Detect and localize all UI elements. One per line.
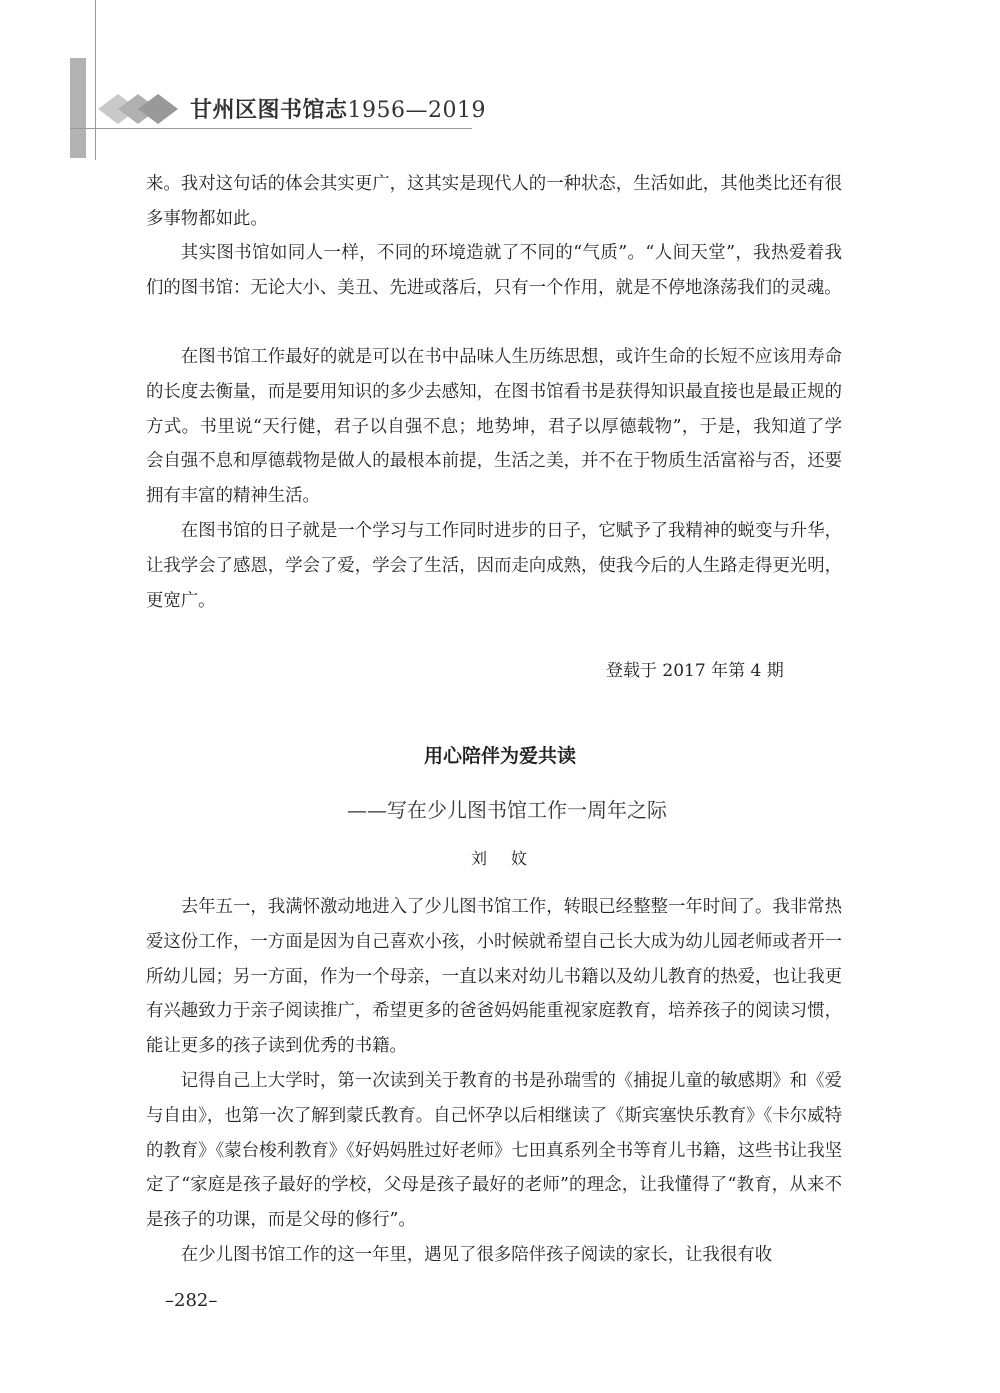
article-paragraph-3: 在少儿图书馆工作的这一年里，遇见了很多陪伴孩子阅读的家长，让我很有收 [180, 1245, 773, 1265]
article-paragraph-2: 记得自己上大学时，第一次读到关于教育的书是孙瑞雪的《捕捉儿童的敏感期》和《爱与自由》，也第一次了解到蒙氏教育。自己怀孕以后相继读了《斯宾塞快乐教育》《卡尔威特的教育》《蒙台梭利教育》《好妈妈胜过好老师》七田真系列全书等育儿书籍，这些书让我坚定了“家庭是孩子最好的学校，父母是孩子最好的老师”的理念，让我懂得了“教育，从来不是孩子的功课，而是父母的修行”。 [146, 1071, 842, 1231]
header-horizontal-rule [70, 128, 472, 129]
prev-paragraph-4: 在图书馆的日子就是一个学习与工作同时进步的日子，它赋予了我精神的蜕变与升华，让我学会了感恩，学会了爱，学会了生活，因而走向成熟，使我今后的人生路走得更光明，更宽广。 [146, 521, 842, 611]
diamond-ornament-icon [98, 92, 180, 126]
article-paragraph-1: 去年五一，我满怀激动地进入了少儿图书馆工作，转眼已经整整一年时间了。我非常热爱这份工作，一方面是因为自己喜欢小孩，小时候就希望自己长大成为幼儿园老师或者开一所幼儿园；另一方面，作为一个母亲，一直以来对幼儿书籍以及幼儿教育的热爱，也让我更有兴趣致力于亲子阅读推广，希望更多的爸爸妈妈能重视家庭教育，培养孩子的阅读习惯，能让更多的孩子读到优秀的书籍。 [146, 897, 842, 1057]
prev-paragraph-3: 在图书馆工作最好的就是可以在书中品味人生历练思想，或许生命的长短不应该用寿命的长度去衡量，而是要用知识的多少去感知，在图书馆看书是获得知识最直接也是最正规的方式。书里说“天行健，君子以自强不息；地势坤，君子以厚德载物”，于是，我知道了学会自强不息和厚德载物是做人的最根本前提，生活之美，并不在于物质生活富裕与否，还要拥有丰富的精神生活。 [146, 347, 842, 507]
article-title: 用心陪伴为爱共读 [423, 745, 576, 767]
header-vertical-rule [95, 0, 96, 160]
article-subtitle: ——写在少儿图书馆工作一周年之际 [347, 798, 667, 822]
header-gray-bar [70, 58, 86, 158]
page-number: –282– [165, 1290, 218, 1311]
running-head-years: 1956—2019 [347, 98, 486, 123]
prev-paragraph-2: 其实图书馆如同人一样，不同的环境造就了不同的“气质”。“人间天堂”，我热爱着我们的图书馆：无论大小、美丑、先进或落后，只有一个作用，就是不停地涤荡我们的灵魂。 [146, 243, 842, 298]
article-author: 刘妏 [470, 849, 551, 868]
prev-paragraph-1: 来。我对这句话的体会其实更广，这其实是现代人的一种状态，生活如此，其他类比还有很多事物都如此。 [146, 174, 842, 229]
running-head [190, 93, 486, 124]
publication-note: 登载于 2017 年第 4 期 [606, 661, 784, 681]
running-head-title: 甘州区图书馆志 [190, 97, 348, 123]
